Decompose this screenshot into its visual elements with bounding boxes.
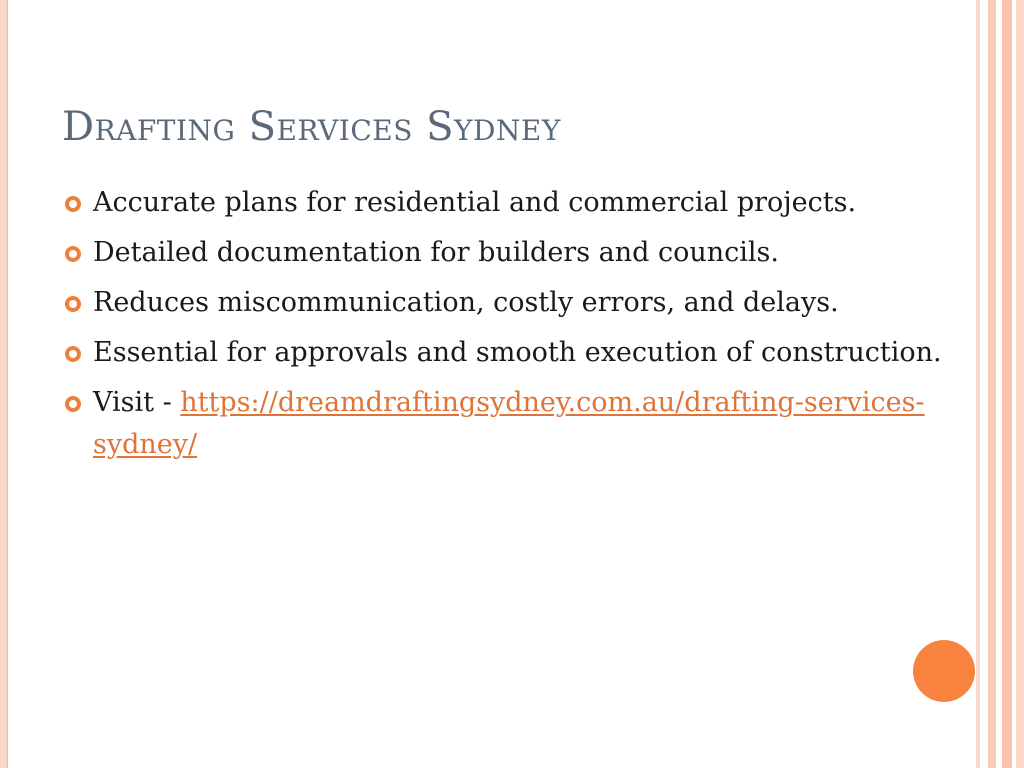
bullet-text: Essential for approvals and smooth execution of construction. [93, 337, 942, 368]
stripe [1016, 0, 1024, 768]
right-decorative-stripes [976, 0, 1024, 768]
bullet-item [62, 332, 942, 374]
left-frame-border [0, 0, 8, 768]
bullet-list [62, 182, 942, 474]
bullet-item [62, 282, 942, 324]
bullet-ring-icon [65, 346, 81, 362]
bullet-text: Accurate plans for residential and commercial projects. [93, 187, 857, 218]
visit-prefix: Visit - [93, 387, 181, 418]
drafting-services-link[interactable]: https://dreamdraftingsydney.com.au/drafting-services-sydney/ [93, 387, 925, 460]
bullet-text: Detailed documentation for builders and councils. [93, 237, 779, 268]
stripe [988, 0, 996, 768]
bullet-item-visit [62, 382, 942, 466]
bullet-ring-icon [65, 246, 81, 262]
bullet-text: Reduces miscommunication, costly errors, and delays. [93, 287, 839, 318]
bullet-ring-icon [65, 296, 81, 312]
stripe [980, 0, 988, 768]
bullet-ring-icon [65, 196, 81, 212]
stripe [1002, 0, 1012, 768]
bullet-ring-icon [65, 396, 81, 412]
slide-title: Drafting Services Sydney [62, 104, 561, 150]
bullet-item [62, 232, 942, 274]
decorative-orange-circle [913, 640, 975, 702]
bullet-item [62, 182, 942, 224]
